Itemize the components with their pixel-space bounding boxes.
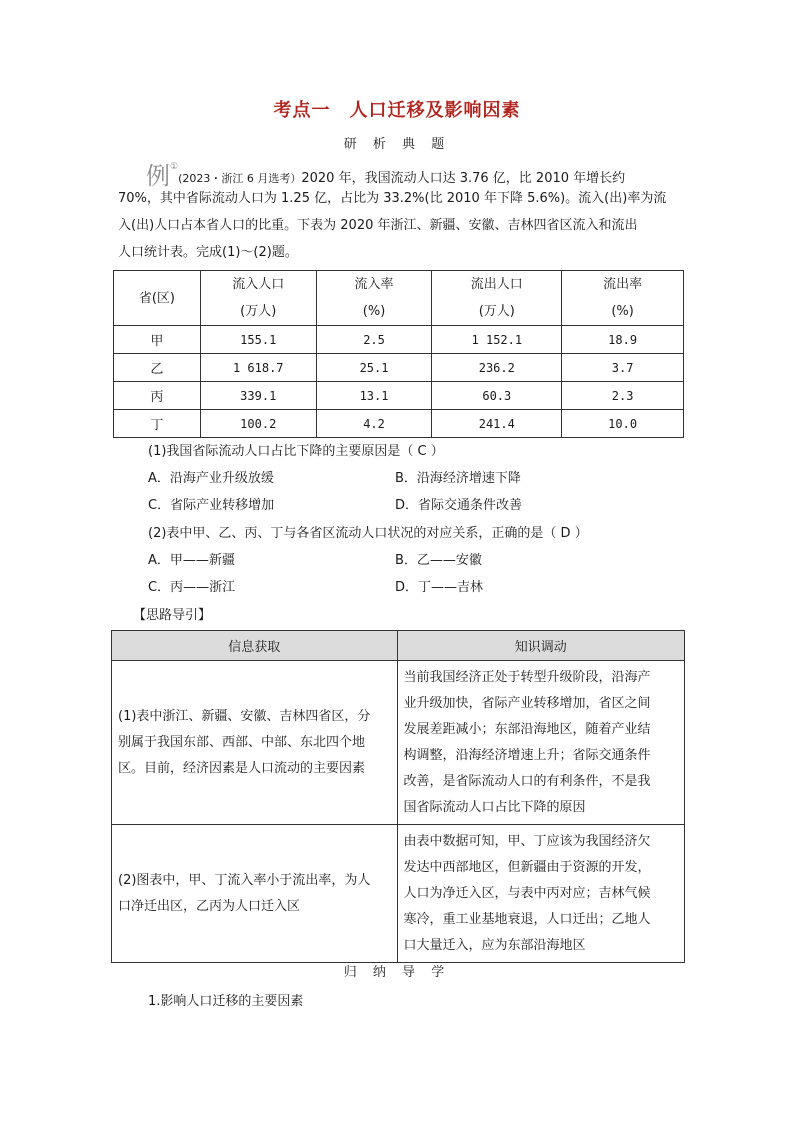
question-1-option-a: A．沿海产业升级放缓 [148, 471, 274, 486]
guide-header-knowledge: 知识调动 [397, 631, 685, 661]
question-2-option-d: D．丁——吉林 [395, 580, 484, 595]
cell-province: 乙 [114, 354, 201, 382]
question-1-option-c: C．省际产业转移增加 [148, 498, 275, 513]
population-flow-table [113, 270, 684, 438]
question-1-stem: (1)我国省际流动人口占比下降的主要原因是（ C ） [148, 444, 444, 459]
example-line-1: 2020 年，我国流动人口达 3.76 亿，比 2010 年增长约 [301, 171, 626, 186]
table-row [114, 382, 684, 410]
header-outflow-rate: 流出率 (%) [562, 271, 684, 326]
cell-province: 丙 [114, 382, 201, 410]
cell-province: 甲 [114, 326, 201, 354]
guide-cell-info: (1)表中浙江、新疆、安徽、吉林四省区，分 别属于我国东部、西部、中部、东北四个地 区。目前，经济因素是人口流动的主要因素 [112, 661, 398, 825]
guide-label: 【思路导引】 [133, 608, 212, 623]
guide-header-row [112, 631, 685, 661]
cell-outflow-rate: 3.7 [562, 354, 684, 382]
section-heading-summary: 归 纳 导 学 [343, 965, 451, 980]
header-outflow: 流出人口 (万人) [432, 271, 562, 326]
cell-inflow-rate: 4.2 [316, 410, 432, 438]
cell-inflow: 339.1 [200, 382, 316, 410]
question-2-option-a: A．甲——新疆 [148, 553, 235, 568]
guide-cell-knowledge: 由表中数据可知，甲、丁应该为我国经济欠 发达中西部地区，但新疆由于资源的开发， 人口为净迁入区，与表中丙对应；吉林气候 寒冷，重工业基地衰退，人口迁出；乙地人 口大量迁入，应为东部沿海地区 [397, 825, 685, 963]
cell-inflow: 155.1 [200, 326, 316, 354]
cell-outflow: 60.3 [432, 382, 562, 410]
cell-inflow-rate: 25.1 [316, 354, 432, 382]
table-row [114, 410, 684, 438]
guide-cell-knowledge: 当前我国经济正处于转型升级阶段，沿海产 业升级加快，省际产业转移增加，省区之间 发展差距减小；东部沿海地区，随着产业结 构调整，沿海经济增速上升；省际交通条件 改善，是省际流动人口的有利条件，不是我 国省际流动人口占比下降的原因 [397, 661, 685, 825]
cell-inflow-rate: 13.1 [316, 382, 432, 410]
cell-inflow: 1 618.7 [200, 354, 316, 382]
question-1-option-b: B．沿海经济增速下降 [395, 471, 521, 486]
question-1-option-d: D．省际交通条件改善 [395, 498, 523, 513]
table-row [114, 354, 684, 382]
cell-outflow: 241.4 [432, 410, 562, 438]
example-mark: 例① [146, 162, 179, 190]
example-first-line [146, 158, 688, 190]
question-2-option-c: C．丙——浙江 [148, 580, 236, 595]
cell-inflow: 100.2 [200, 410, 316, 438]
guide-cell-info: (2)图表中，甲、丁流入率小于流出率，为人 口净迁出区，乙丙为人口迁入区 [112, 825, 398, 963]
example-source: (2023・浙江 6 月选考） [178, 172, 302, 185]
question-2-stem: (2)表中甲、乙、丙、丁与各省区流动人口状况的对应关系，正确的是（ D ） [148, 526, 588, 541]
cell-outflow-rate: 18.9 [562, 326, 684, 354]
example-line-2: 70%，其中省际流动人口为 1.25 亿，占比为 33.2%(比 2010 年下降 5.6%)。流入(出)率为流 [118, 191, 667, 206]
cell-outflow-rate: 2.3 [562, 382, 684, 410]
example-paragraph [118, 158, 688, 266]
cell-outflow: 1 152.1 [432, 326, 562, 354]
table-header-row [114, 271, 684, 326]
reasoning-guide-table [111, 630, 685, 963]
point-1-heading: 1.影响人口迁移的主要因素 [148, 994, 304, 1009]
question-2-option-b: B．乙——安徽 [395, 553, 482, 568]
cell-outflow: 236.2 [432, 354, 562, 382]
cell-province: 丁 [114, 410, 201, 438]
header-inflow: 流入人口 (万人) [200, 271, 316, 326]
header-inflow-rate: 流入率 (%) [316, 271, 432, 326]
page-title: 考点一 人口迁移及影响因素 [273, 100, 521, 121]
guide-header-info: 信息获取 [112, 631, 398, 661]
section-heading-research: 研 析 典 题 [343, 137, 451, 152]
header-province: 省(区) [114, 271, 201, 326]
cell-inflow-rate: 2.5 [316, 326, 432, 354]
guide-row [112, 825, 685, 963]
table-row [114, 326, 684, 354]
guide-row [112, 661, 685, 825]
cell-outflow-rate: 10.0 [562, 410, 684, 438]
example-line-3: 入(出)人口占本省人口的比重。下表为 2020 年浙江、新疆、安徽、吉林四省区流入和流出 [118, 218, 638, 233]
example-line-4: 人口统计表。完成(1)～(2)题。 [118, 245, 298, 260]
